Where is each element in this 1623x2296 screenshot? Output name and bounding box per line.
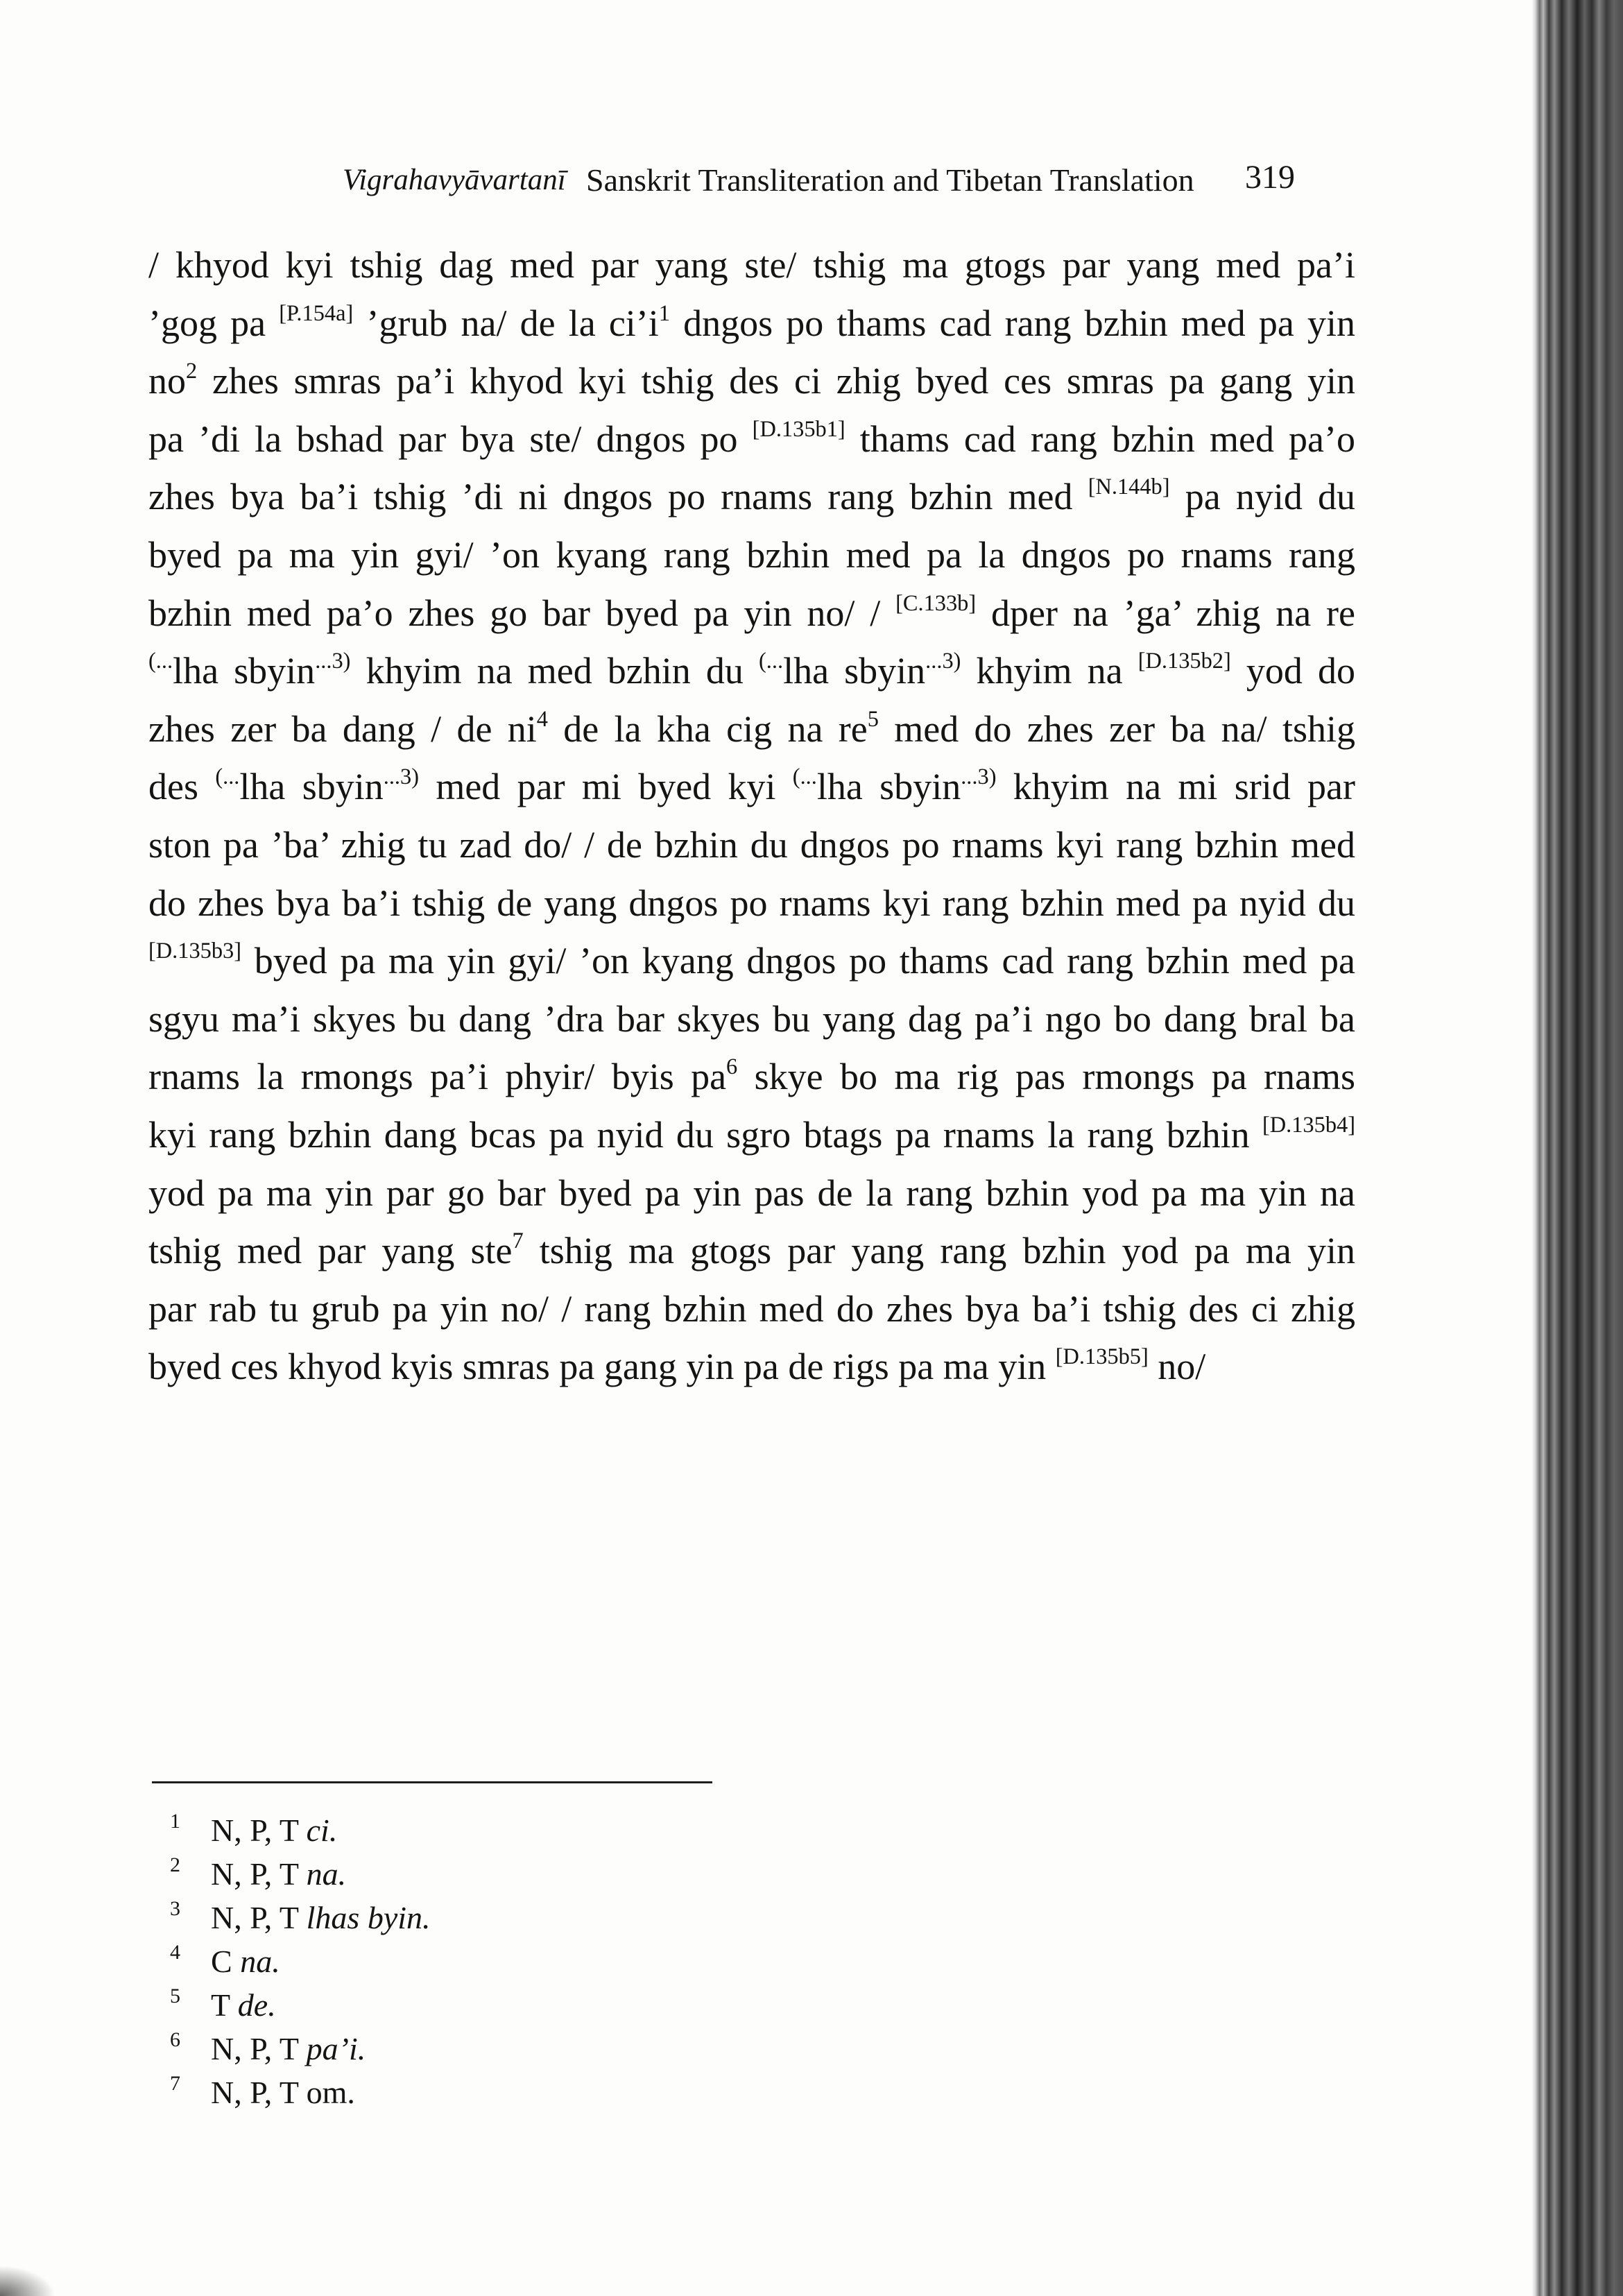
text-segment: byed ces khyod kyis smras pa gang yin pa de rigs pa ma yin	[148, 1346, 1056, 1388]
footnote	[152, 1896, 984, 1939]
text-segment: khyim na med bzhin du	[350, 650, 759, 692]
folio-reference: [C.133b]	[895, 590, 977, 616]
footnote-marker: 2	[186, 359, 198, 384]
footnote-sigla: N, P, T	[211, 1856, 299, 1892]
text-line	[148, 1106, 1355, 1165]
footnote	[152, 1852, 984, 1896]
folio-reference: [D.135b5]	[1055, 1344, 1149, 1370]
text-segment: yod pa ma yin par go bar byed pa yin pas de la rang bzhin yod pa ma yin na	[148, 1172, 1355, 1214]
footnote-sigla: N, P, T	[211, 1900, 299, 1935]
footnote-text	[211, 1896, 431, 1939]
ellipsis-marker: ...3)	[961, 764, 997, 790]
text-segment: zhes zer ba dang / de ni	[148, 708, 537, 750]
folio-reference: [D.135b3]	[148, 939, 242, 964]
folio-reference: [D.135b1]	[752, 416, 845, 442]
footnote-number: 2	[170, 1853, 180, 1876]
text-line	[148, 526, 1355, 585]
footnote-marker: 4	[536, 706, 548, 732]
footnote	[152, 2071, 984, 2114]
text-line	[148, 758, 1355, 816]
ellipsis-marker: (...	[758, 649, 784, 674]
running-title: Vigrahavyāvartanī	[343, 164, 566, 196]
footnote-reading: de.	[237, 1987, 276, 2023]
footnote-text	[211, 1808, 337, 1852]
text-line	[148, 1222, 1355, 1280]
text-segment: kyi rang bzhin dang bcas pa nyid du sgro btags pa rnams la rang bzhin	[148, 1113, 1262, 1156]
text-segment: no/	[1148, 1346, 1206, 1388]
footnote-number: 3	[170, 1897, 180, 1920]
footnote-sigla: N, P, T	[211, 1813, 299, 1848]
footnote	[152, 1808, 984, 1852]
text-line	[148, 701, 1355, 759]
text-line	[148, 991, 1355, 1049]
text-line	[148, 1048, 1355, 1106]
text-segment: / khyod kyi tshig dag med par yang ste/ tshig ma gtogs par yang med pa’i	[148, 244, 1355, 286]
folio-reference: [P.154a]	[279, 300, 354, 326]
text-segment: skye bo ma rig pas rmongs pa rnams	[737, 1056, 1355, 1098]
footnote-sigla: T	[211, 1987, 230, 2023]
footnote-text	[211, 1852, 346, 1896]
text-segment: ’grub na/ de la ci’i	[353, 302, 659, 344]
text-segment: zhes bya ba’i tshig ’di ni dngos po rnams rang bzhin med	[148, 476, 1088, 518]
footnote-reading: na.	[240, 1944, 280, 1979]
text-segment: thams cad rang bzhin med pa’o	[845, 418, 1355, 460]
text-segment: lha sbyin	[783, 650, 926, 692]
footnote-reading: na.	[306, 1856, 347, 1892]
text-segment: tshig ma gtogs par yang rang bzhin yod pa ma yin	[523, 1230, 1355, 1272]
text-segment: de la kha cig na re	[547, 708, 868, 750]
footnote-text	[211, 2027, 366, 2071]
text-line	[148, 816, 1355, 875]
text-segment: byed pa ma yin gyi/ ’on kyang dngos po thams cad rang bzhin med pa	[241, 940, 1355, 982]
footnote-number: 4	[170, 1941, 180, 1964]
ellipsis-marker: ...3)	[315, 649, 351, 674]
page-number: 319	[1245, 159, 1295, 196]
footnote-number: 7	[170, 2072, 180, 2095]
footnote-text	[211, 1939, 280, 1983]
text-segment: lha sbyin	[816, 766, 961, 808]
footnote-marker: 6	[726, 1054, 738, 1080]
text-segment: tshig med par yang ste	[148, 1230, 513, 1272]
text-segment: khyim na mi srid par	[996, 766, 1355, 808]
footnote-number: 6	[170, 2028, 180, 2051]
footnote-reading: lhas byin.	[306, 1900, 431, 1935]
footnote-number: 1	[170, 1810, 180, 1833]
text-segment: dper na ’ga’ zhig na re	[976, 592, 1355, 634]
text-segment: des	[148, 766, 216, 808]
footnote-sigla: C	[211, 1944, 232, 1979]
text-segment: par rab tu grub pa yin no/ / rang bzhin med do zhes bya ba’i tshig des ci zhig	[148, 1287, 1355, 1330]
text-line	[148, 468, 1355, 526]
text-line	[148, 875, 1355, 933]
footnotes	[152, 1808, 984, 2114]
scan-artifact	[0, 2265, 55, 2296]
folio-reference: [D.135b4]	[1262, 1112, 1355, 1138]
footnote-text	[211, 2071, 355, 2114]
footnote-rule	[152, 1781, 712, 1783]
ellipsis-marker: (...	[148, 649, 173, 674]
text-segment: no	[148, 360, 186, 402]
text-segment: med par mi byed kyi	[419, 766, 793, 808]
footnote-marker: 5	[867, 706, 879, 732]
footnote-text	[211, 1983, 276, 2027]
text-segment: pa nyid du	[1169, 476, 1355, 518]
ellipsis-marker: ...3)	[383, 764, 419, 790]
text-line	[148, 585, 1355, 643]
folio-reference: [N.144b]	[1088, 474, 1170, 500]
footnote-marker: 1	[658, 300, 670, 326]
text-segment: ’gog pa	[148, 302, 280, 344]
text-line	[148, 237, 1355, 295]
footnote-reading: ci.	[306, 1813, 338, 1848]
text-segment: byed pa ma yin gyi/ ’on kyang rang bzhin med pa la dngos po rnams rang	[148, 533, 1355, 576]
footnote-number: 5	[170, 1985, 180, 2007]
section-title: Sanskrit Transliteration and Tibetan Translation	[586, 162, 1194, 198]
text-segment: lha sbyin	[239, 766, 384, 808]
text-segment: bzhin med pa’o zhes go bar byed pa yin no/ /	[148, 592, 896, 634]
text-segment: khyim na	[961, 650, 1138, 692]
text-segment: dngos po thams cad rang bzhin med pa yin	[669, 302, 1355, 344]
ellipsis-marker: (...	[215, 764, 240, 790]
ellipsis-marker: ...3)	[925, 649, 961, 674]
footnote-marker: 7	[512, 1228, 524, 1254]
footnote-sigla: N, P, T om.	[211, 2075, 355, 2110]
text-segment: lha sbyin	[173, 650, 316, 692]
text-segment: rnams la rmongs pa’i phyir/ byis pa	[148, 1056, 727, 1098]
text-segment: med do zhes zer ba na/ tshig	[878, 708, 1355, 750]
text-segment: yod do	[1230, 650, 1355, 692]
footnote-sigla: N, P, T	[211, 2031, 299, 2066]
footnote	[152, 1939, 984, 1983]
main-text	[148, 237, 1355, 1396]
folio-reference: [D.135b2]	[1137, 649, 1231, 674]
text-segment: sgyu ma’i skyes bu dang ’dra bar skyes bu yang dag pa’i ngo bo dang bral ba	[148, 997, 1355, 1040]
text-line	[148, 642, 1355, 701]
text-line	[148, 352, 1355, 411]
text-line	[148, 1338, 1355, 1396]
text-line	[148, 932, 1355, 991]
ellipsis-marker: (...	[792, 764, 817, 790]
running-header	[0, 160, 1526, 201]
text-segment: ston pa ’ba’ zhig tu zad do/ / de bzhin du dngos po rnams kyi rang bzhin med	[148, 823, 1355, 866]
text-line	[148, 1165, 1355, 1223]
footnote	[152, 1983, 984, 2027]
text-segment: do zhes bya ba’i tshig de yang dngos po rnams kyi rang bzhin med pa nyid du	[148, 882, 1355, 924]
book-binding-shadow	[1531, 0, 1623, 2296]
text-segment: zhes smras pa’i khyod kyi tshig des ci zhig byed ces smras pa gang yin	[197, 360, 1355, 402]
footnote-reading: pa’i.	[306, 2031, 366, 2066]
text-segment: pa ’di la bshad par bya ste/ dngos po	[148, 418, 753, 460]
text-line	[148, 295, 1355, 353]
footnote	[152, 2027, 984, 2071]
text-line	[148, 411, 1355, 469]
text-line	[148, 1280, 1355, 1339]
